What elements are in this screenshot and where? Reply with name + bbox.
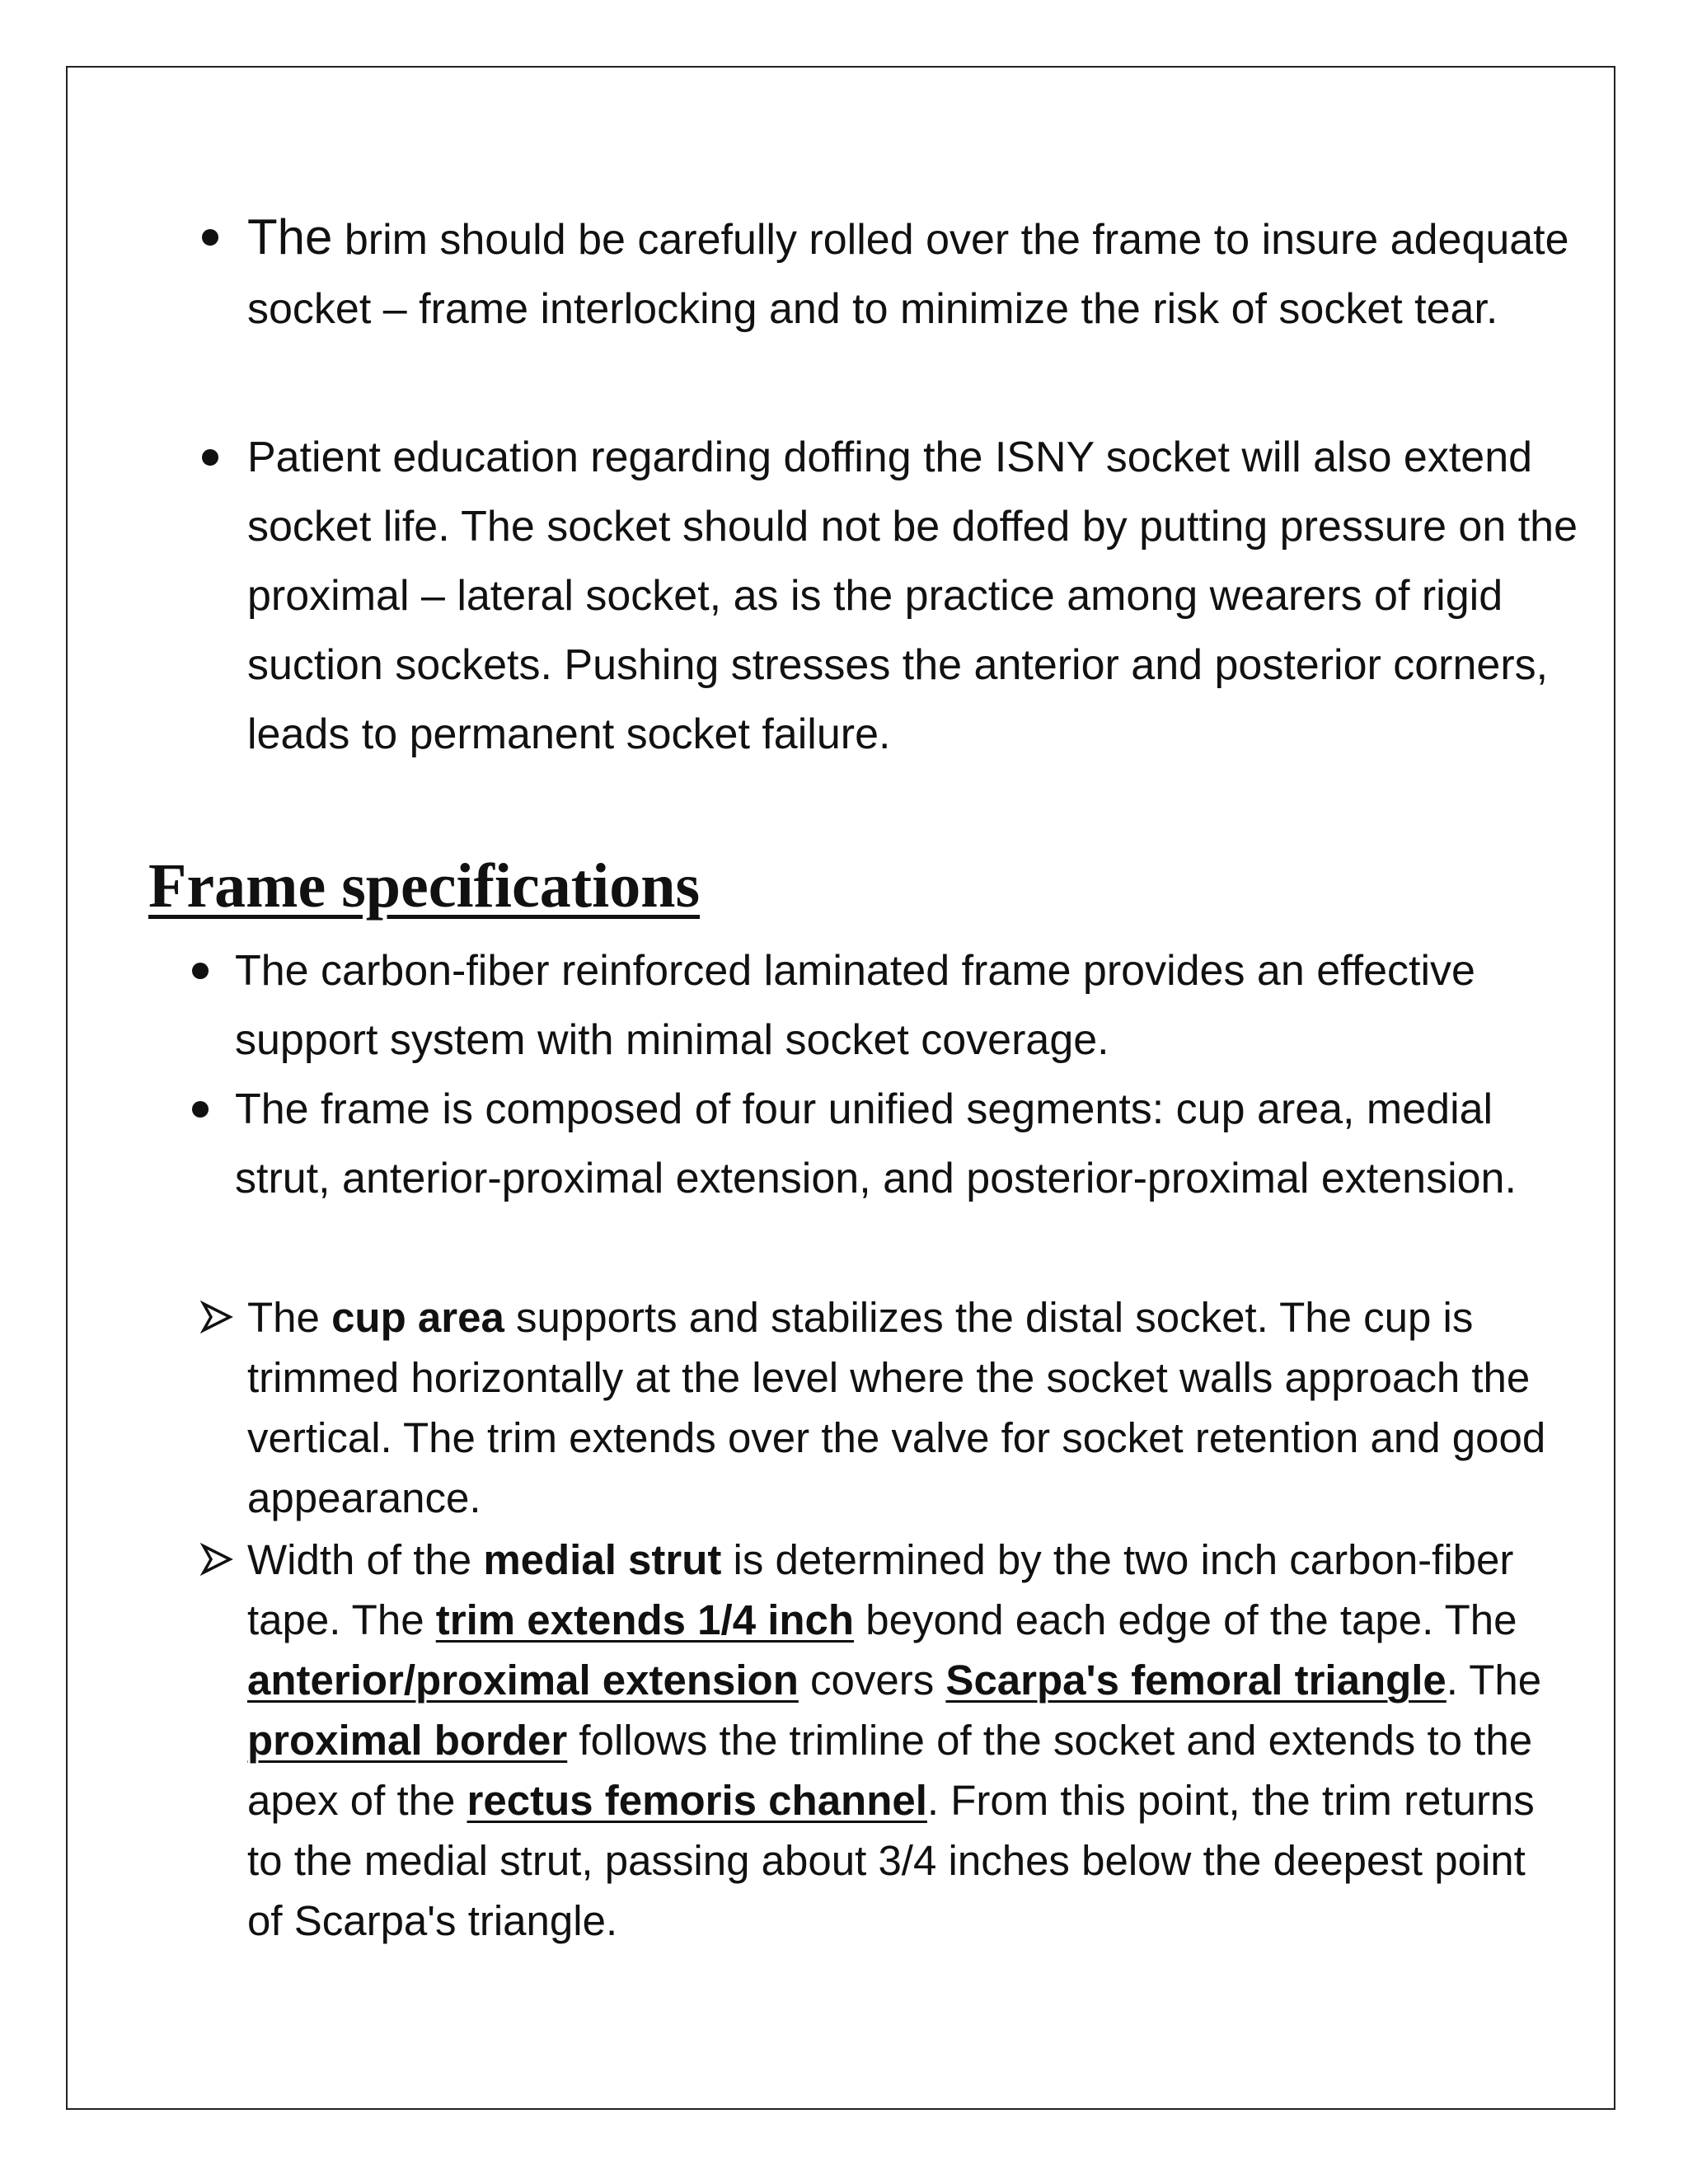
bullet-first-word: The [247, 209, 333, 265]
text-run: The [247, 1294, 332, 1341]
text-run: covers [798, 1657, 946, 1704]
arrow-bullet-icon [200, 1543, 233, 1576]
bullet-text: Patient education regarding doffing the ISNY socket will also extend socket life. The socket should not be doffed by putting pressure on the proximal – lateral socket, as is the practice among wearers of rigid suction sockets. Pushing stresses the anterior and posterior corners, leads to permanent socket failure. [247, 434, 1578, 758]
bullet-dot-icon [192, 1101, 209, 1118]
bullet-text: The frame is composed of four unified segments: cup area, medial strut, anterior-proximal extension, and posterior-proximal extension. [235, 1085, 1517, 1202]
section-heading: Frame specifications [148, 851, 701, 921]
underlined-term-scarpas-femoral-triangle: Scarpa's femoral triangle [945, 1657, 1447, 1704]
underlined-term-rectus-femoris-channel: rectus femoris channel [467, 1777, 927, 1824]
text-run: supports and stabilizes the distal socket. The cup is trimmed horizontally at the level where the socket walls approach the vertical. The trim extends over the valve for socket retention and good appearance. [247, 1294, 1546, 1521]
underlined-term-anterior-proximal-extension: anterior/proximal extension [247, 1657, 799, 1704]
bullet-text: brim should be carefully rolled over the frame to insure adequate socket – frame interlocking and to minimize the risk of socket tear. [247, 216, 1569, 333]
underlined-term-trim-extends: trim extends 1/4 inch [435, 1596, 855, 1643]
arrow-item-cup-area [247, 1287, 1599, 1528]
text-run: is determined by the two inch carbon-fiber tape. The [247, 1536, 1514, 1643]
bullet-text: The carbon-fiber reinforced laminated frame provides an effective support system with minimal socket coverage. [235, 947, 1475, 1064]
bold-term-cup-area: cup area [331, 1294, 504, 1341]
bullet-dot-icon [192, 963, 209, 979]
arrow-bullet-icon [200, 1301, 233, 1333]
underlined-term-proximal-border: proximal border [247, 1717, 568, 1764]
arrow-item-medial-strut [247, 1530, 1570, 1951]
bullet-patient-education [247, 423, 1599, 769]
text-run: . The [1446, 1657, 1542, 1704]
bullet-dot-icon [202, 229, 218, 246]
bold-term-medial-strut: medial strut [483, 1536, 722, 1583]
text-run: Width of the [247, 1536, 484, 1583]
bullet-carbon-fiber-frame [235, 936, 1587, 1075]
text-run: . From this point, the trim returns to the medial strut, passing about 3/4 inches below the deepest point of Scarpa's triangle. [247, 1777, 1535, 1944]
bullet-four-segments [235, 1075, 1574, 1213]
bullet-brim-rolling [247, 203, 1591, 344]
bullet-dot-icon [202, 449, 218, 466]
text-run: beyond each edge of the tape. The [854, 1596, 1517, 1643]
text-run: follows the trimline of the socket and extends to the apex of the [247, 1717, 1533, 1824]
